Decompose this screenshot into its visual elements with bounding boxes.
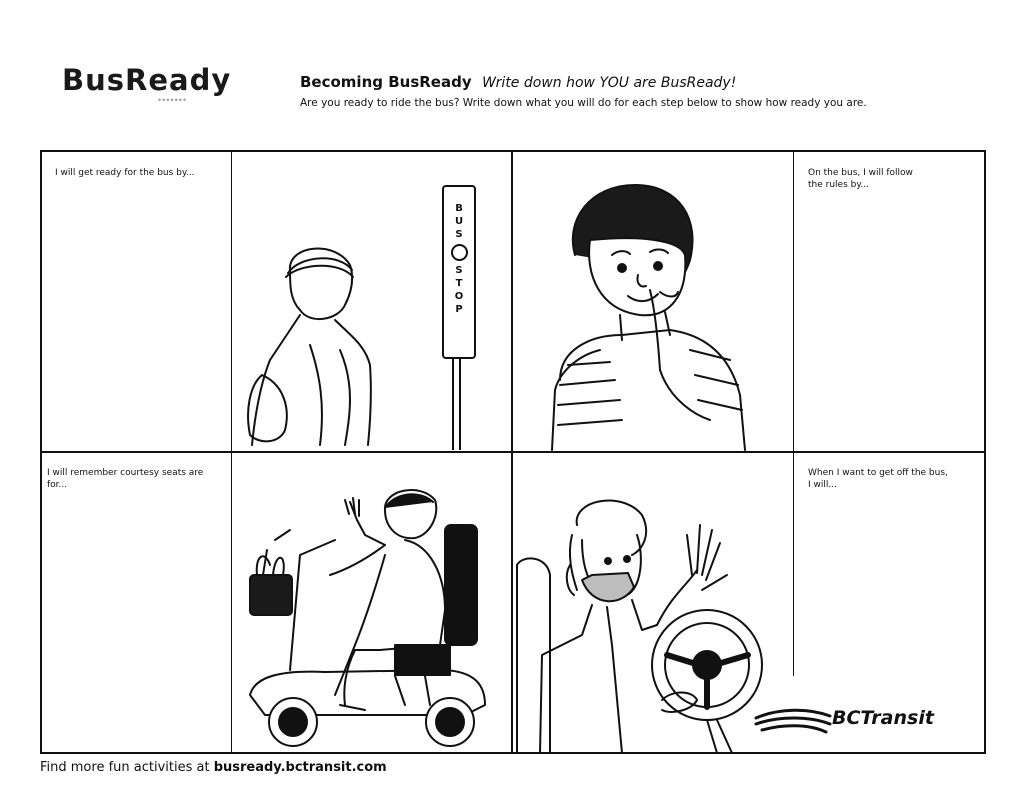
footer-prefix: Find more fun activities at [40, 760, 214, 775]
worksheet-title: Becoming BusReady [300, 73, 472, 91]
child-at-bus-stop-illustration [240, 235, 380, 450]
worksheet-header [300, 73, 1000, 109]
bus-stop-pole [452, 357, 461, 450]
horizontal-divider [42, 451, 984, 453]
bus-icon [451, 244, 468, 261]
bctransit-logo [754, 706, 954, 736]
right-writing-divider [793, 152, 794, 676]
busready-logo [62, 64, 232, 106]
worksheet-subtitle: Write down how YOU are BusReady! [482, 75, 737, 91]
panel-prompt-get-off: When I want to get off the bus, I will... [808, 468, 948, 490]
bus-driver-illustration [512, 495, 762, 753]
bus-stop-sign-letter-p: P [455, 304, 463, 315]
panel-prompt-courtesy-seats: I will remember courtesy seats are for... [47, 468, 204, 490]
left-writing-divider [231, 152, 232, 752]
bus-stop-sign [442, 185, 476, 359]
bus-stop-sign-letter-b: B [455, 203, 463, 214]
thinking-boy-illustration [530, 180, 750, 450]
bus-stop-sign-letter-s: S [455, 229, 463, 240]
bus-stop-sign-letter-u: U [454, 216, 464, 227]
bctransit-wordmark: BCTransit [832, 707, 934, 729]
panel-prompt-get-ready: I will get ready for the bus by... [55, 168, 195, 178]
footer-link[interactable]: busready.bctransit.com [213, 760, 387, 775]
worksheet-description: Are you ready to ride the bus? Write down what you will do for each step below to show how ready you are. [300, 97, 867, 109]
logo-dots: ••••••• [158, 95, 188, 105]
bus-stop-sign-letter-t: T [455, 278, 463, 289]
scooter-rider-illustration [245, 480, 490, 752]
panel-prompt-follow-rules: On the bus, I will follow the rules by... [808, 168, 913, 190]
bctransit-swoosh-icon [754, 706, 834, 736]
logo-text: BusReady [62, 63, 232, 97]
bus-stop-sign-letter-s2: S [455, 265, 463, 276]
footer [40, 760, 387, 775]
bus-stop-sign-letter-o: O [454, 291, 464, 302]
